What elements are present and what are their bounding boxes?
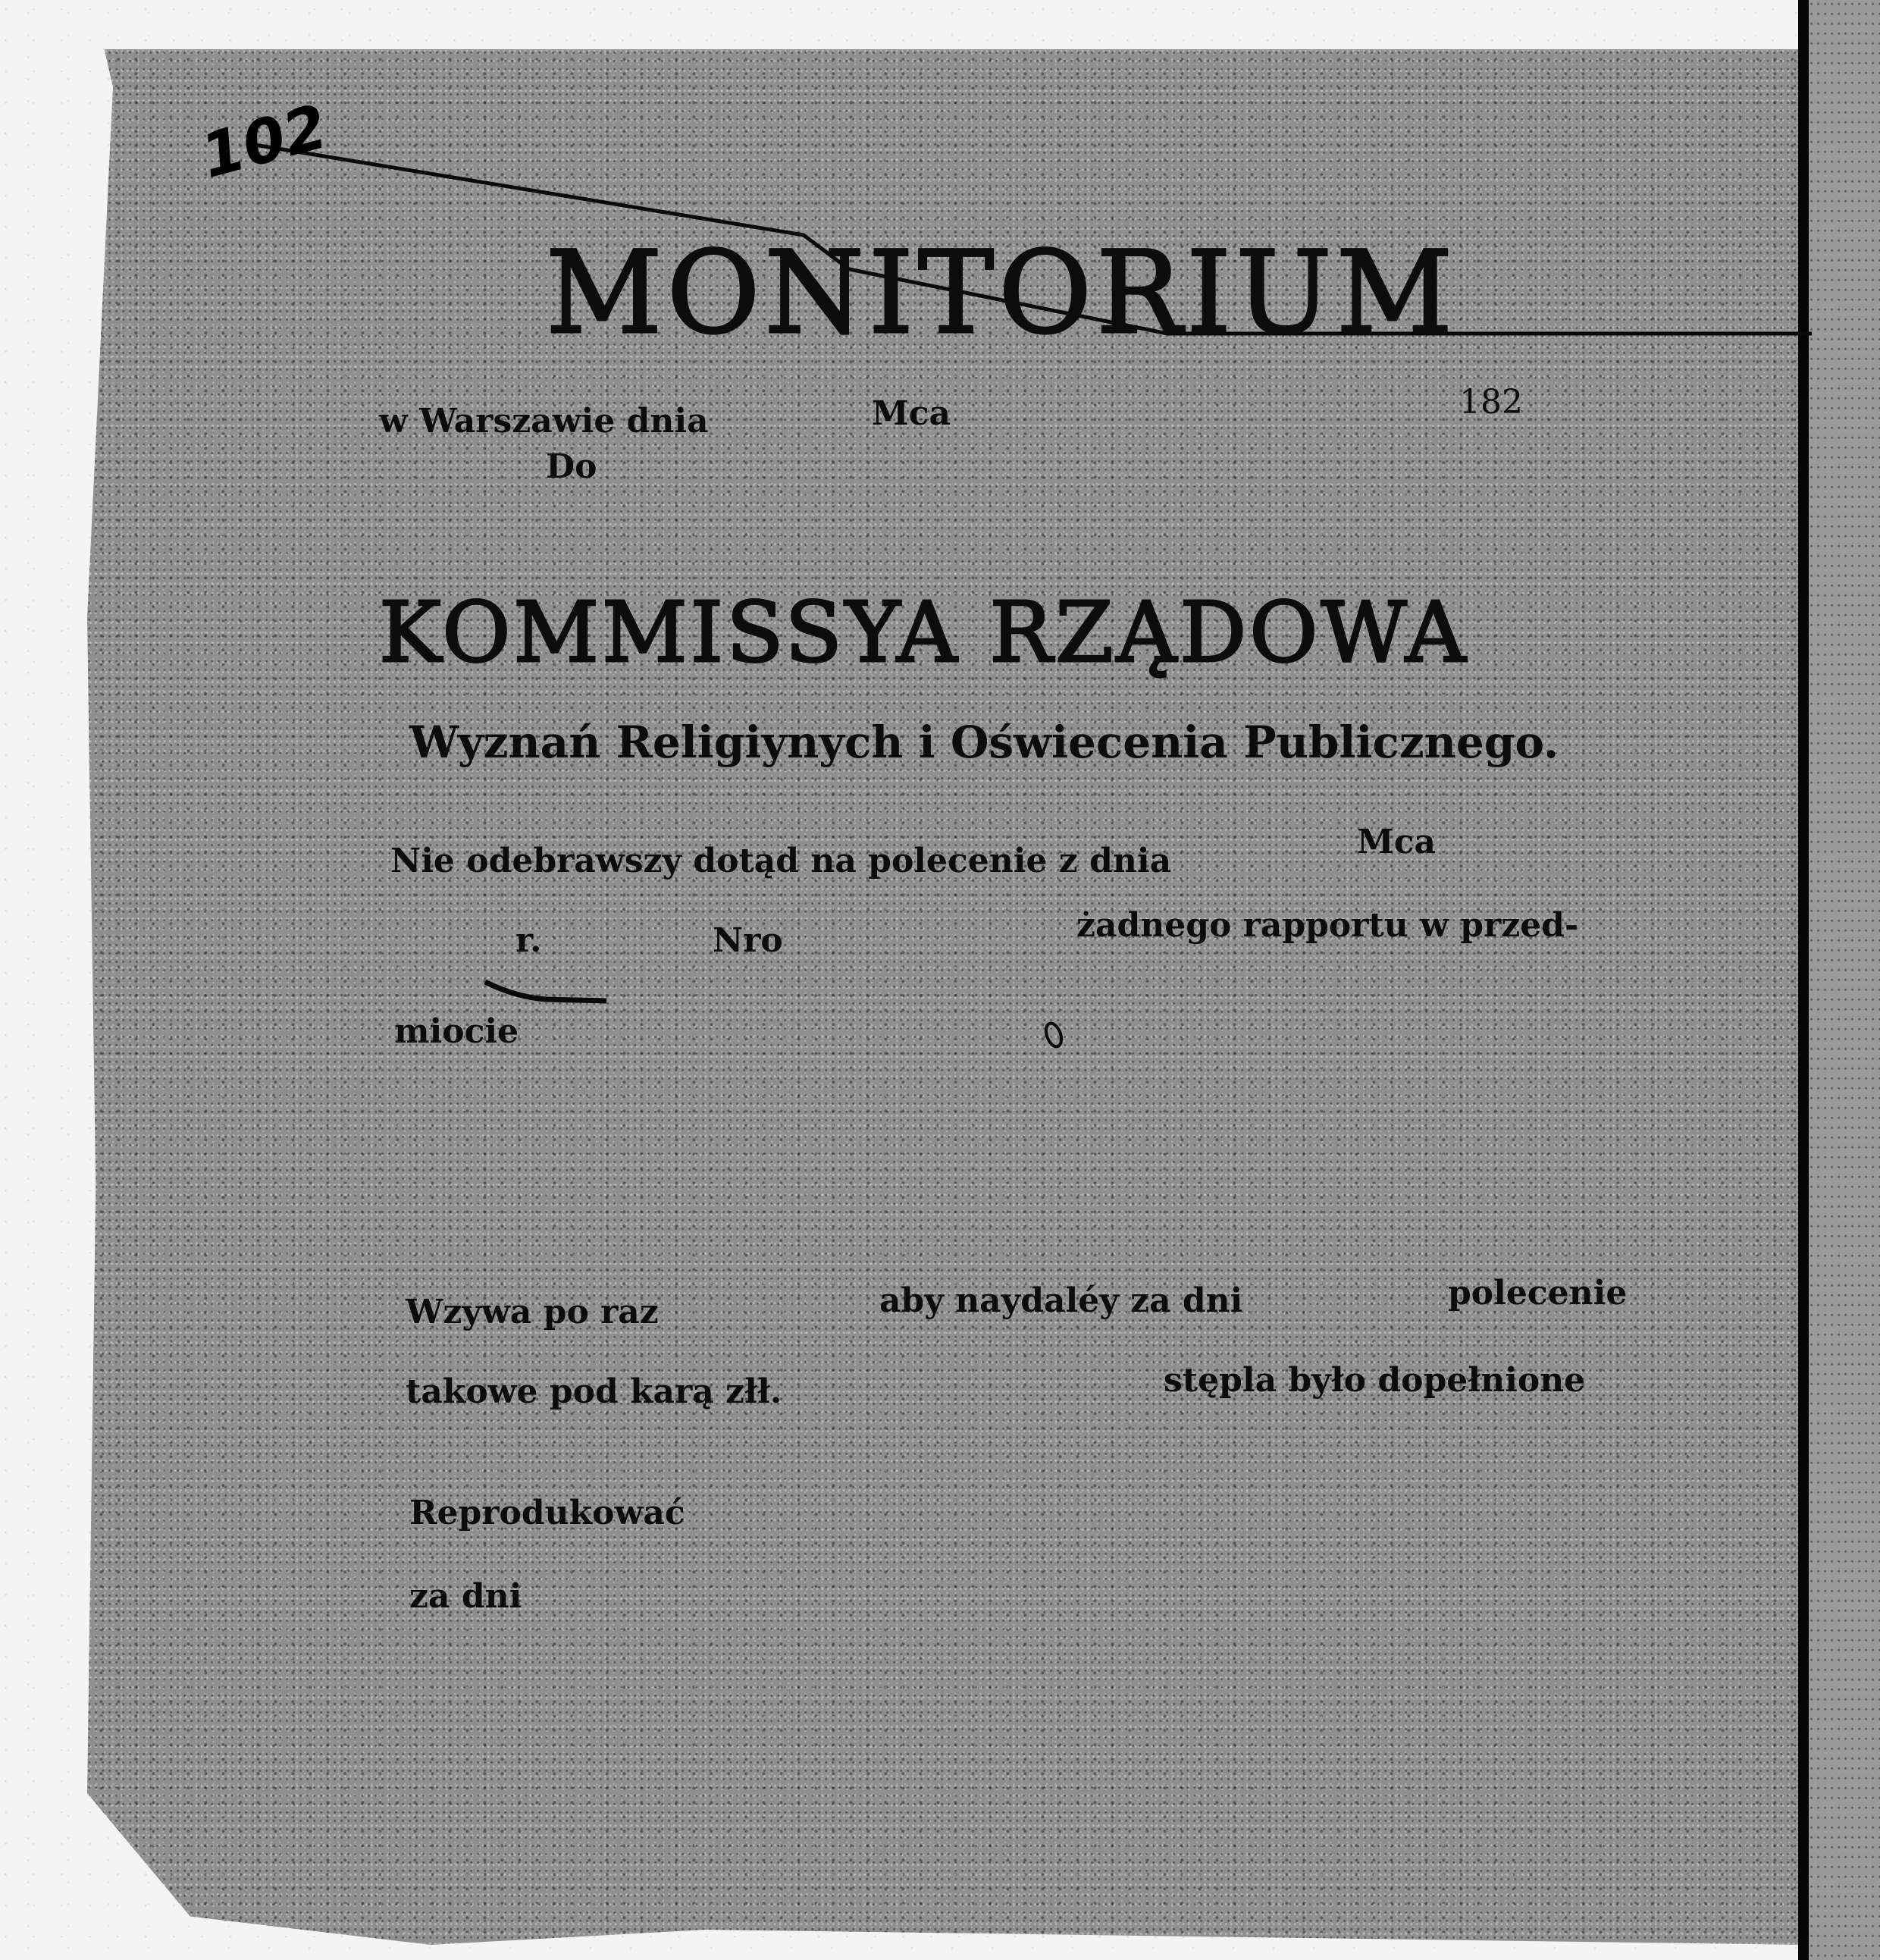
paragraph2-part1: Wzywa po raz <box>406 1293 659 1331</box>
paragraph1-year-abbrev: r. <box>515 921 542 960</box>
paragraph2-part5: stępla było dopełnione <box>1164 1361 1586 1400</box>
year-prefix: 182 <box>1459 383 1523 422</box>
footer-within-days: za dni <box>409 1577 522 1616</box>
document-title: MONITORIUM <box>546 227 1458 359</box>
institution-heading: KOMMISSYA RZĄDOWA <box>379 584 1469 681</box>
paragraph1-line2-end: żadnego rapportu w przed- <box>1076 906 1579 945</box>
handwritten-note: 102 <box>193 90 335 193</box>
paragraph1-month: Mca <box>1357 823 1437 861</box>
paragraph1-line1: Nie odebrawszy dotąd na polecenie z dnia <box>390 842 1172 880</box>
paragraph2-part2: aby naydaléy za dni <box>879 1281 1243 1320</box>
paragraph1-line3: miocie <box>394 1012 519 1051</box>
footer-reproduce: Reprodukować <box>409 1494 685 1532</box>
paragraph1-number-label: Nro <box>713 921 783 960</box>
paragraph2-part4: takowe pod karą złł. <box>406 1372 782 1411</box>
addressee-label: Do <box>546 447 597 486</box>
place-date-label: w Warszawie dnia <box>379 402 709 441</box>
month-label: Mca <box>872 394 951 433</box>
institution-subtitle: Wyznań Religiynych i Oświecenia Publicznego. <box>409 717 1559 768</box>
adjacent-page-strip <box>1809 0 1880 1960</box>
page-divider-line <box>1798 0 1809 1960</box>
paragraph2-part3: polecenie <box>1448 1274 1628 1312</box>
